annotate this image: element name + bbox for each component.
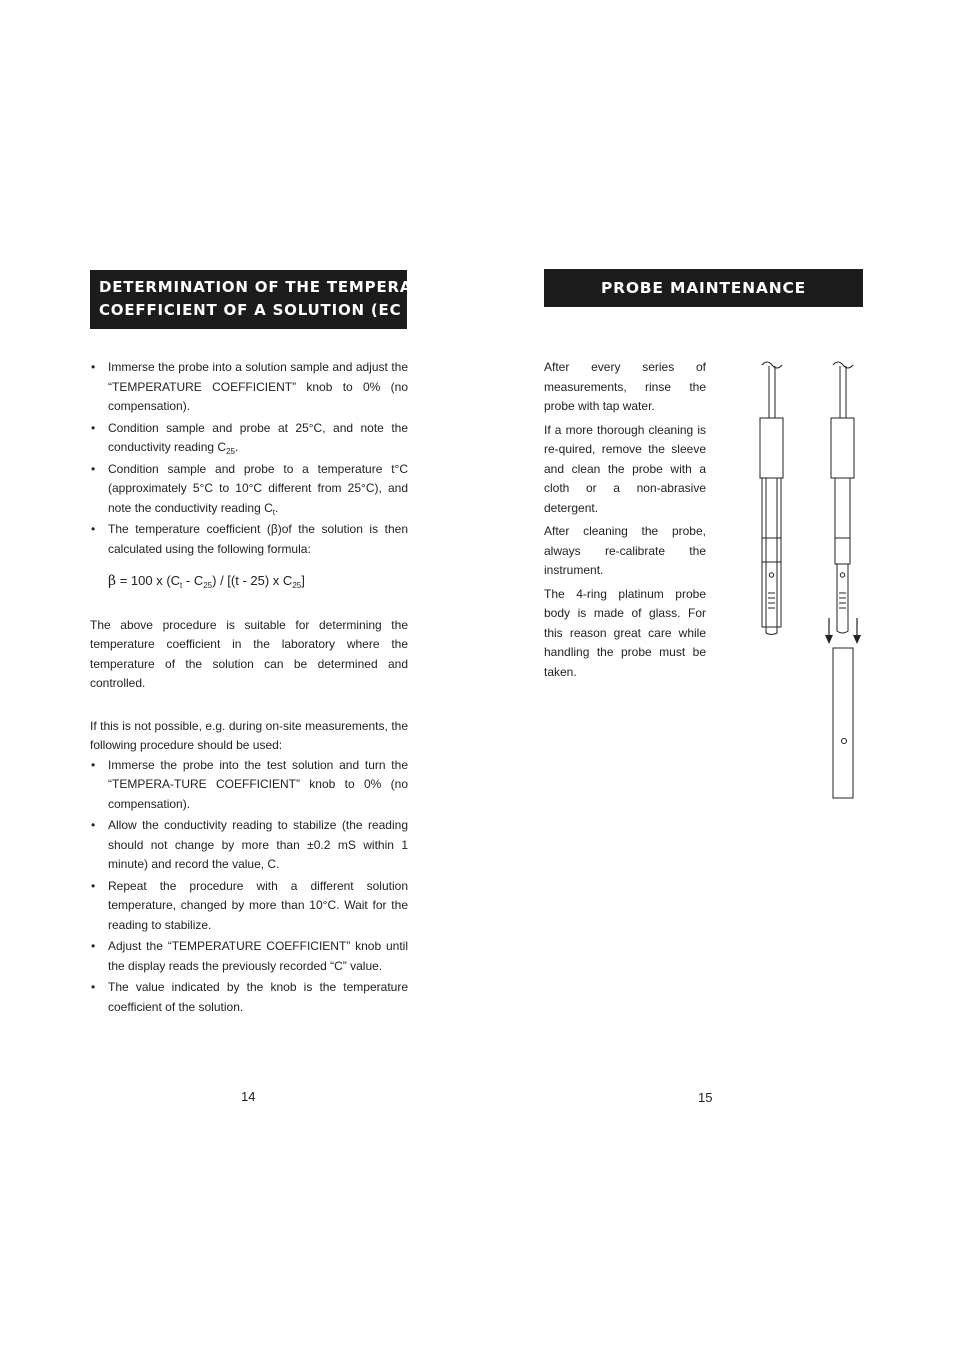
list-item: • The temperature coefficient (β)of the solution is then calculated using the following formula: xyxy=(90,520,408,559)
list-item: • Repeat the procedure with a different solution temperature, changed by more than 10°C. Wait for the reading to stabilize. xyxy=(90,877,408,936)
procedure-list-2 xyxy=(90,756,408,1018)
list-item: • Condition sample and probe to a temperature t°C (approximately 5°C to 10°C different from 25°C), and note the conductivity reading $C_t$. xyxy=(90,460,408,519)
paragraph: The 4-ring platinum probe body is made of glass. For this reason great care while handling the probe must be taken. xyxy=(544,586,706,679)
removed-sleeve xyxy=(833,648,853,798)
list-item: • The value indicated by the knob is the temperature coefficient of the solution. xyxy=(90,978,408,1017)
heading-line-2: COEFFICIENT OF A SOLUTION (EC 215) xyxy=(99,301,449,319)
list-item: • Immerse the probe into a solution sample and adjust the “TEMPERATURE COEFFICIENT” knob to 0% (no compensation). xyxy=(90,358,408,417)
formula: β = 100 x $(C_t - C_{25}) / [(t - 25)$ x $C_{25}$] xyxy=(108,573,305,590)
paragraph: After cleaning the probe, always re-calibrate the instrument. xyxy=(544,524,706,577)
paragraph-onsite-intro: If this is not possible, e.g. during on-site measurements, the following procedure should be used: xyxy=(90,718,408,752)
list-item: • Condition sample and probe at 25°C, and note the conductivity reading $C_{25}$. xyxy=(90,419,408,458)
list-item: • Immerse the probe into the test solution and turn the “TEMPERA-TURE COEFFICIENT” knob to 0% (no compensation). xyxy=(90,756,408,815)
section-heading-probe-maintenance: PROBE MAINTENANCE xyxy=(544,269,863,307)
paragraph-lab-procedure: The above procedure is suitable for determining the temperature coefficient in the laboratory where the temperature of the solution can be determined and controlled. xyxy=(90,617,408,690)
page-number-right: 15 xyxy=(698,1090,713,1105)
procedure-list-1 xyxy=(90,358,408,559)
paragraph: If a more thorough cleaning is re-quired, remove the sleeve and clean the probe with a cloth or a non-abrasive detergent. xyxy=(544,422,706,515)
right-page-body xyxy=(544,358,706,686)
section-heading-temperature-coefficient xyxy=(90,270,459,329)
paragraph: After every series of measurements, rinse the probe with tap water. xyxy=(544,360,706,413)
list-item: • Allow the conductivity reading to stabilize (the reading should not change by more than ±0.2 mS within 1 minute) and record the value, C. xyxy=(90,816,408,875)
probe-illustration xyxy=(740,355,880,805)
probe-with-sleeve xyxy=(760,362,783,635)
probe-without-sleeve xyxy=(831,362,854,633)
page-number-left: 14 xyxy=(241,1089,256,1104)
left-page-body xyxy=(90,358,408,1019)
arrow-down-icon xyxy=(825,618,861,644)
heading-line-1: DETERMINATION OF THE TEMPERATURE xyxy=(99,278,459,296)
list-item: • Adjust the “TEMPERATURE COEFFICIENT” knob until the display reads the previously recorded “C” value. xyxy=(90,937,408,976)
